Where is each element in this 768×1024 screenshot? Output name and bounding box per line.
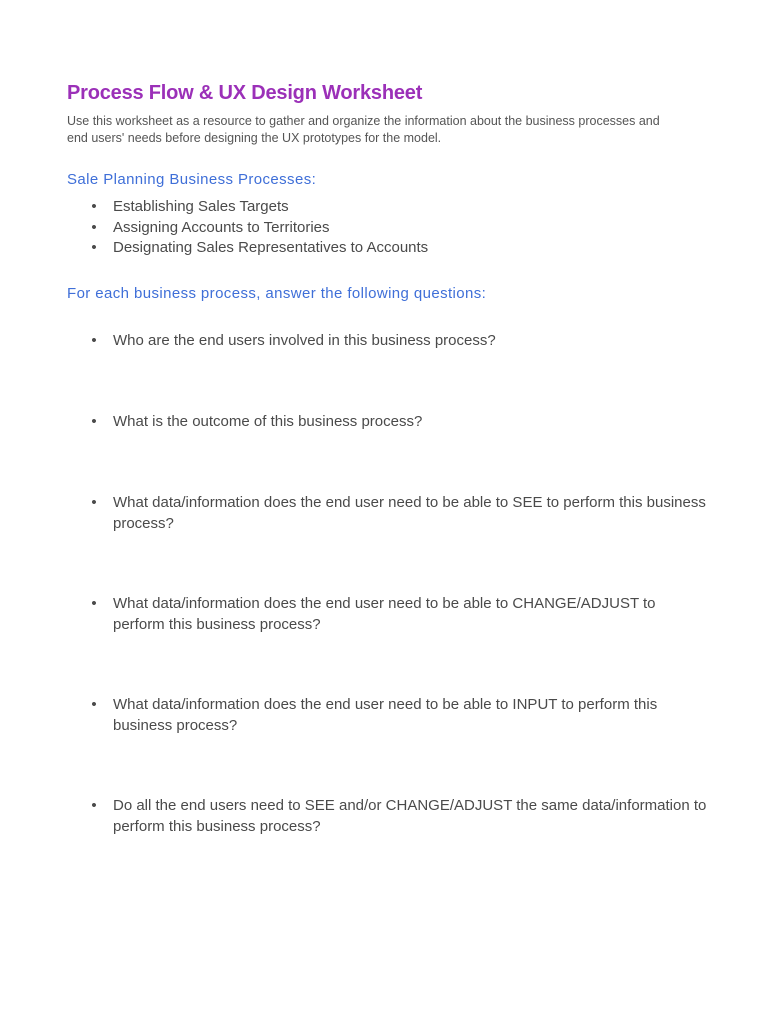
- bullet-icon: •: [91, 494, 97, 511]
- question-item: [67, 412, 707, 433]
- bullet-icon: •: [91, 218, 97, 236]
- process-item-label: Designating Sales Representatives to Accounts: [113, 239, 429, 257]
- question-text: What is the outcome of this business process?: [113, 413, 423, 430]
- list-item: [67, 238, 428, 259]
- question-item: [67, 331, 707, 352]
- bullet-icon: •: [91, 332, 97, 349]
- bullet-icon: •: [91, 696, 97, 713]
- list-item: [67, 197, 428, 218]
- questions-heading: For each business process, answer the following questions:: [67, 285, 487, 302]
- question-text: Do all the end users need to SEE and/or CHANGE/ADJUST the same data/information to perform this business process?: [113, 797, 707, 835]
- question-item: [67, 493, 707, 534]
- list-item: [67, 218, 428, 239]
- process-item-label: Assigning Accounts to Territories: [113, 218, 330, 236]
- process-item-label: Establishing Sales Targets: [113, 198, 289, 215]
- intro-paragraph: Use this worksheet as a resource to gather and organize the information about the business processes and end users' needs before designing the UX prototypes for the model.: [67, 114, 660, 145]
- question-item: [67, 796, 707, 837]
- question-item: [67, 695, 707, 736]
- bullet-icon: •: [91, 595, 97, 612]
- bullet-icon: •: [91, 413, 97, 430]
- bullet-icon: •: [91, 198, 97, 215]
- question-text: What data/information does the end user need to be able to SEE to perform this business process?: [113, 494, 706, 532]
- question-text: Who are the end users involved in this business process?: [113, 332, 496, 349]
- business-processes-heading: Sale Planning Business Processes:: [67, 171, 317, 188]
- business-process-list: [67, 197, 428, 259]
- question-item: [67, 594, 707, 635]
- page-title: Process Flow & UX Design Worksheet: [67, 82, 423, 104]
- question-text: What data/information does the end user need to be able to INPUT to perform this business process?: [113, 696, 658, 734]
- question-text: What data/information does the end user need to be able to CHANGE/ADJUST to perform this business process?: [113, 595, 656, 633]
- bullet-icon: •: [91, 797, 97, 814]
- bullet-icon: •: [91, 239, 97, 257]
